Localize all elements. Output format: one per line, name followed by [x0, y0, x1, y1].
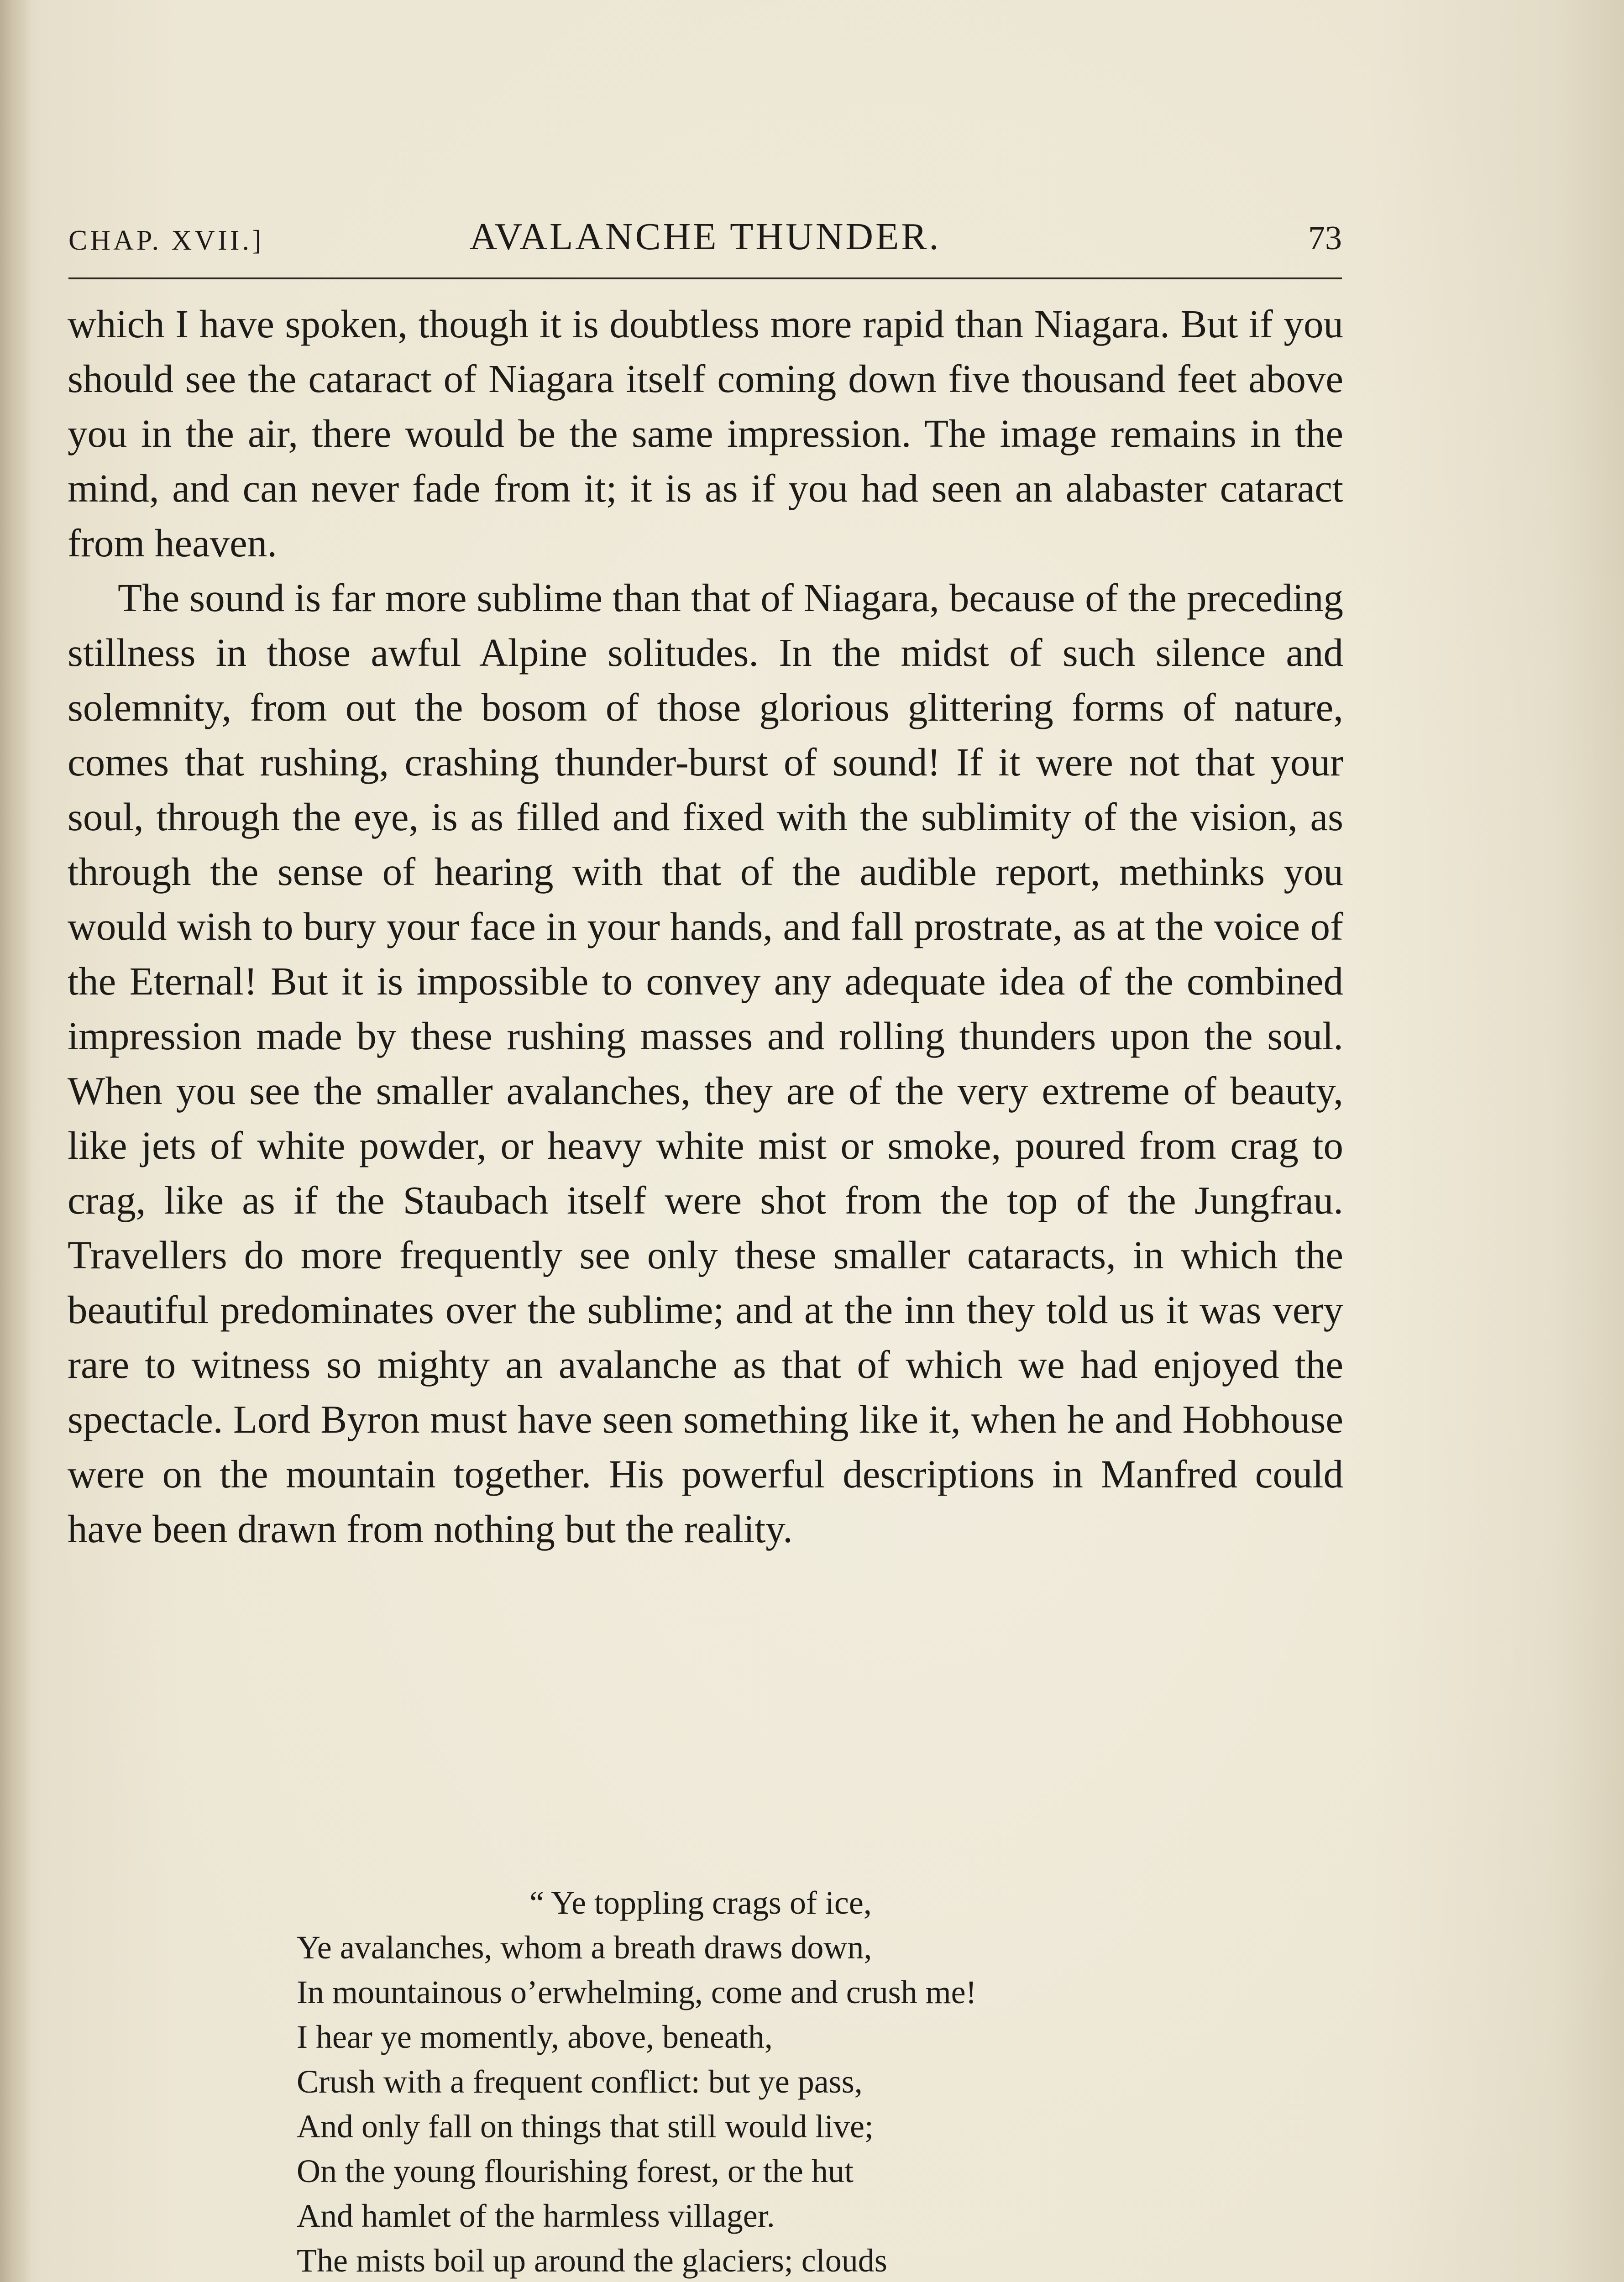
- poem-line: Ye avalanches, whom a breath draws down,: [297, 1929, 872, 1966]
- poem-line: In mountainous o’erwhelming, come and crush me!: [297, 1974, 977, 2010]
- paragraph-1: which I have spoken, though it is doubtless more rapid than Niagara. But if you should see the cataract of Niagara itself coming down five thousand feet above you in the air, there would be the same impression. The image remains in the mind, and can never fade from it; it is as if you had seen an alabaster cataract from heaven.: [68, 302, 1343, 565]
- poem-line: “ Ye toppling crags of ice,: [529, 1884, 872, 1921]
- poem-line: Crush with a frequent conflict: but ye pass,: [297, 2063, 863, 2100]
- running-head: [68, 215, 1342, 269]
- paragraph-2: The sound is far more sublime than that of Niagara, because of the preceding stillness in those awful Alpine solitudes. In the midst of such silence and solemnity, from out the bosom of those glorious glittering forms of nature, comes that rushing, crashing thunder-burst of sound! If it were not that your soul, through the eye, is as filled and fixed with the sublimity of the vision, as through the sense of hearing with that of the audible report, methinks you would wish to bury your face in your hands, and fall prostrate, as at the voice of the Eternal! But it is impossible to convey any adequate idea of the combined impression made by these rushing masses and rolling thunders upon the soul. When you see the smaller avalanches, they are of the very extreme of beauty, like jets of white powder, or heavy white mist or smoke, poured from crag to crag, like as if the Staubach itself were shot from the top of the Jungfrau. Travellers do more frequently see only these smaller cataracts, in which the beautiful predominates over the sublime; and at the inn they told us it was very rare to witness so mighty an avalanche as that of which we had enjoyed the spectacle. Lord Byron must have seen something like it, when he and Hobhouse were on the mountain together. His powerful descriptions in Manfred could have been drawn from nothing but the reality.: [68, 576, 1343, 1551]
- poem-line: I hear ye momently, above, beneath,: [297, 2019, 773, 2055]
- poem-line: The mists boil up around the glaciers; clouds: [297, 2242, 887, 2279]
- header-rule: [68, 277, 1342, 279]
- page-title: AVALANCHE THUNDER.: [469, 215, 941, 258]
- poem-quotation: [297, 1880, 1301, 2282]
- chapter-label: CHAP. XVII.]: [68, 225, 264, 256]
- body-text: [68, 297, 1343, 1556]
- page-gutter-shadow: [0, 0, 32, 2282]
- poem-line: And hamlet of the harmless villager.: [297, 2198, 775, 2234]
- poem-line: And only fall on things that still would live;: [297, 2108, 874, 2145]
- poem-line: On the young flourishing forest, or the hut: [297, 2153, 854, 2189]
- page-number: 73: [1308, 220, 1342, 257]
